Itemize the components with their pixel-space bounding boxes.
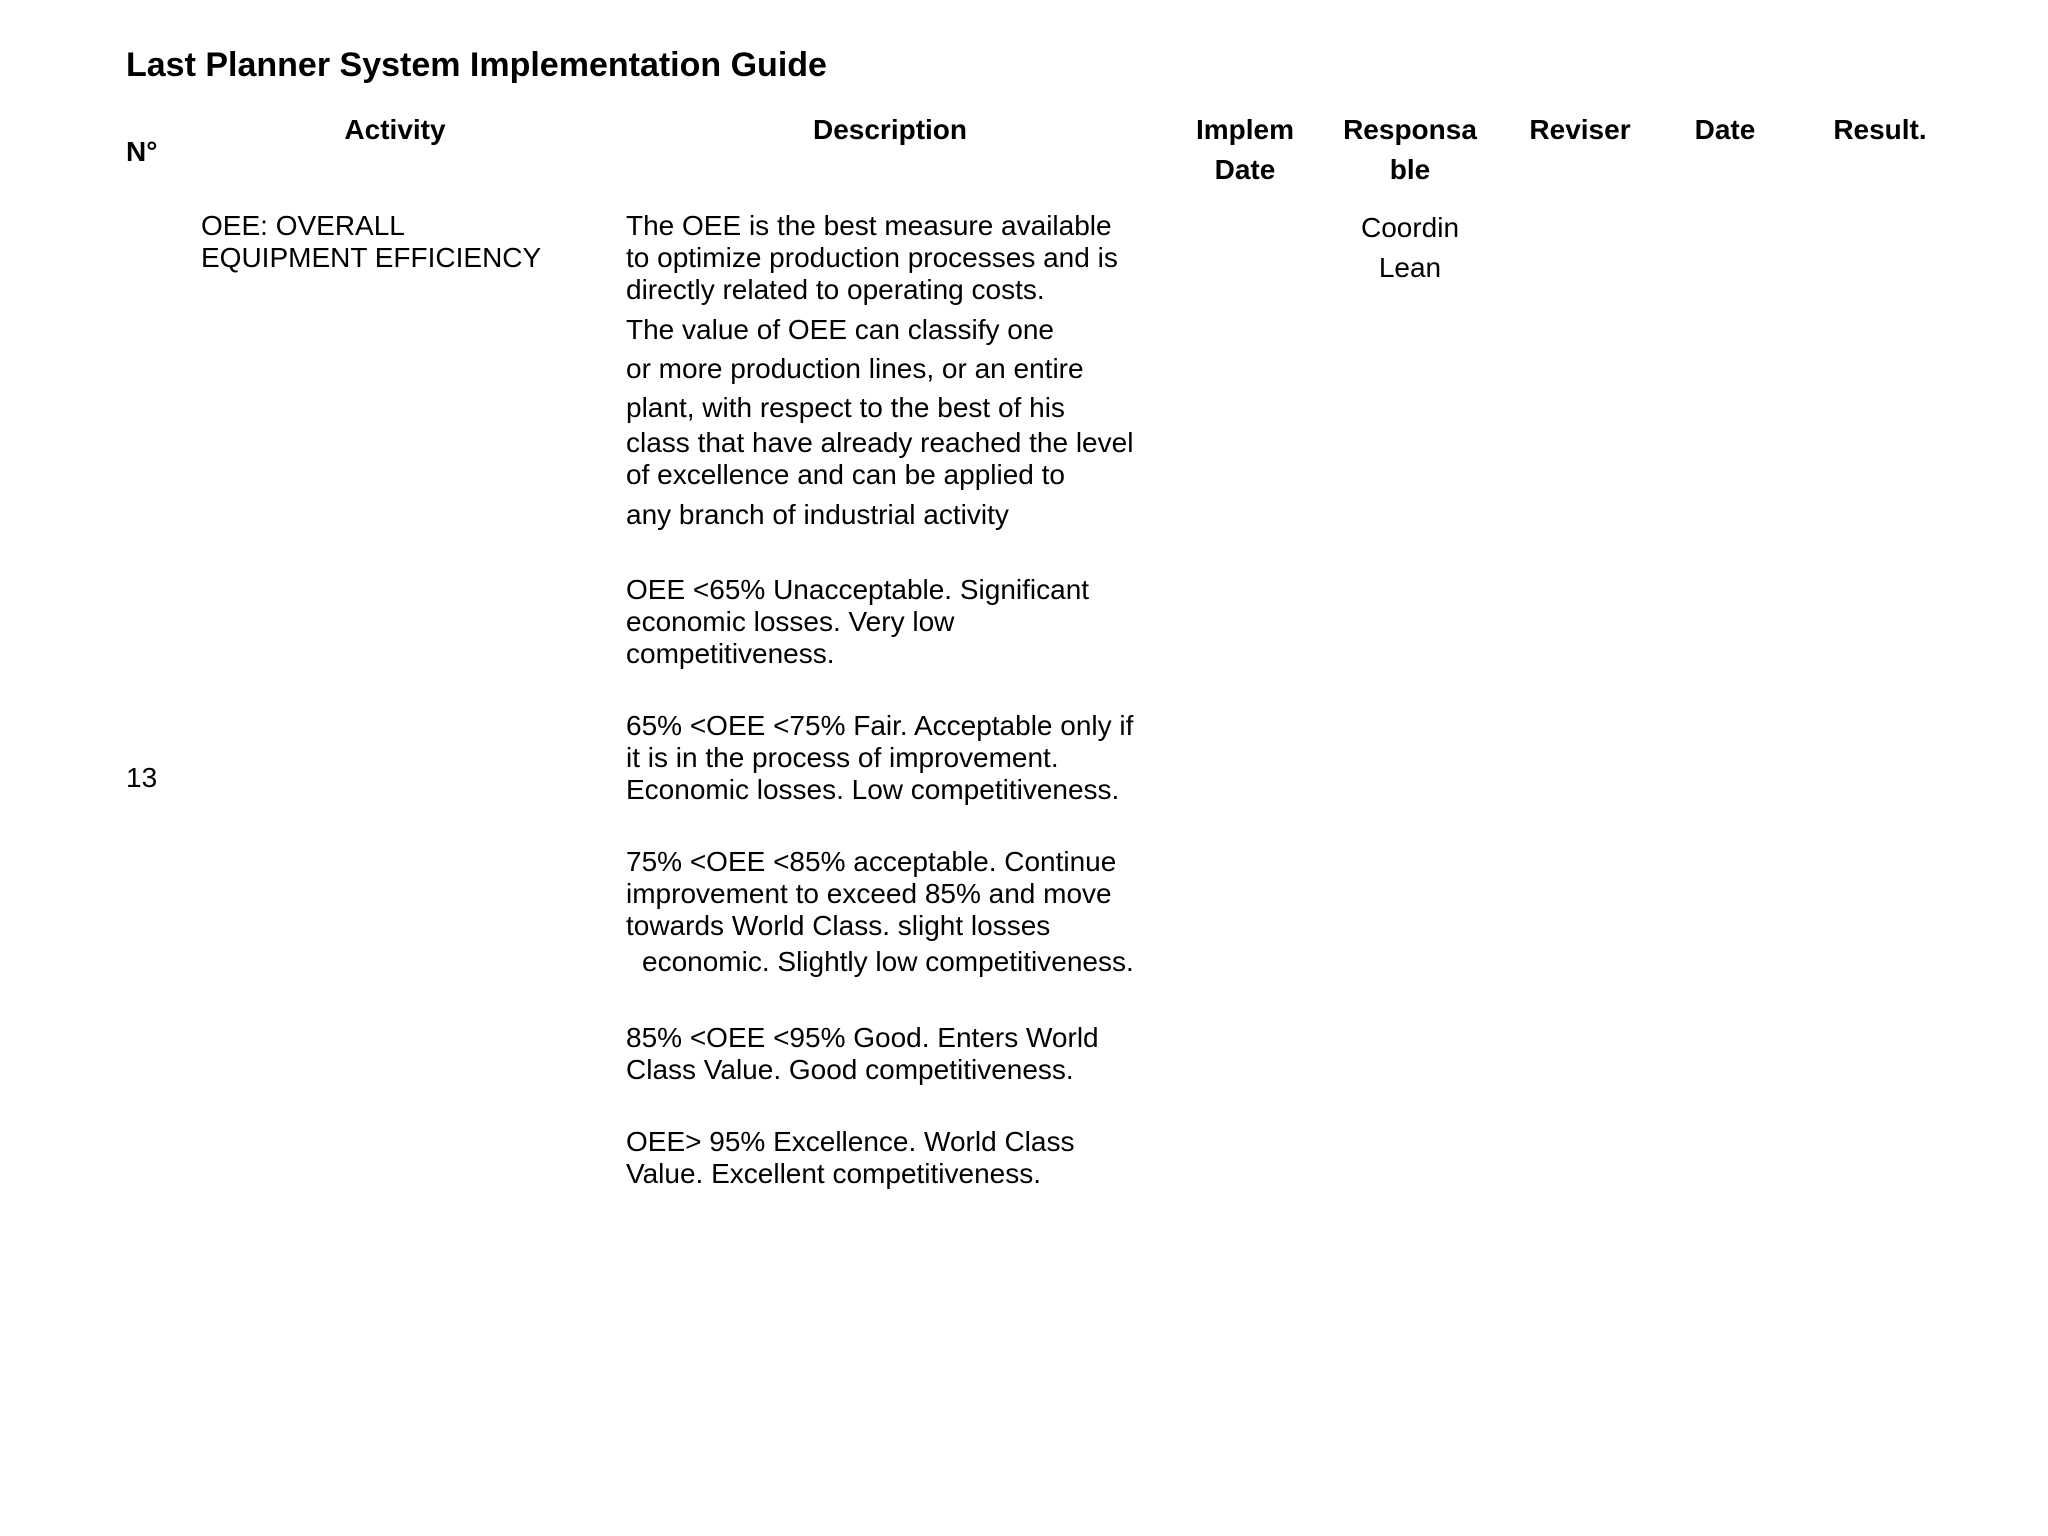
description-line: or more production lines, or an entire (626, 353, 1084, 384)
oee-level-unacceptable (626, 574, 1186, 670)
activity-line-2: EQUIPMENT EFFICIENCY (201, 242, 542, 273)
header-description: Description (812, 114, 968, 145)
description-line: Class Value. Good competitiveness. (626, 1054, 1074, 1085)
header-implem-date-line-2: Date (1214, 154, 1276, 185)
description-line: 85% <OEE <95% Good. Enters World (626, 1022, 1099, 1053)
description-line: OEE <65% Unacceptable. Significant (626, 574, 1090, 605)
oee-level-excellence (626, 1126, 1186, 1190)
description-line: economic. Slightly low competitiveness. (642, 946, 1134, 977)
header-implem-date-line-1: Implem (1195, 114, 1295, 145)
responsible-line-1: Coordin (1360, 212, 1460, 243)
description-cell (626, 210, 1186, 1190)
description-line: it is in the process of improvement. (626, 742, 1059, 773)
description-line: 65% <OEE <75% Fair. Acceptable only if (626, 710, 1134, 741)
description-line: Economic losses. Low competitiveness. (626, 774, 1120, 805)
description-line: any branch of industrial activity (626, 499, 1009, 530)
description-line: class that have already reached the level (626, 427, 1134, 458)
header-result: Result. (1833, 114, 1927, 145)
description-line: 75% <OEE <85% acceptable. Continue (626, 846, 1117, 877)
oee-level-acceptable (626, 846, 1186, 982)
oee-level-good (626, 1022, 1186, 1086)
description-line: The OEE is the best measure available (626, 210, 1112, 241)
description-intro (626, 210, 1186, 306)
row-number: 13 (126, 762, 158, 793)
description-line: of excellence and can be applied to (626, 459, 1065, 490)
header-responsible-line-2: ble (1389, 154, 1431, 185)
description-line: improvement to exceed 85% and move (626, 878, 1112, 909)
description-line: towards World Class. slight losses (626, 910, 1051, 941)
description-line: Value. Excellent competitiveness. (626, 1158, 1042, 1189)
description-line: to optimize production processes and is (626, 242, 1118, 273)
description-line: The value of OEE can classify one (626, 314, 1054, 345)
header-responsible (1330, 110, 1490, 190)
activity-line-1: OEE: OVERALL (201, 210, 405, 241)
responsible-line-2: Lean (1378, 252, 1442, 283)
header-reviser: Reviser (1529, 114, 1631, 145)
header-number: N° (126, 136, 158, 167)
description-intro-cont (626, 495, 1186, 534)
description-line: directly related to operating costs. (626, 274, 1045, 305)
oee-level-fair (626, 710, 1186, 806)
description-line: economic losses. Very low (626, 606, 955, 637)
header-responsible-line-1: Responsa (1343, 114, 1477, 145)
description-line: plant, with respect to the best of his (626, 392, 1065, 423)
document-title: Last Planner System Implementation Guide (126, 46, 827, 84)
description-intro-cont (626, 310, 1186, 427)
header-date: Date (1694, 114, 1756, 145)
description-intro-cont (626, 427, 1186, 491)
header-implem-date (1170, 110, 1320, 190)
header-activity: Activity (344, 114, 446, 145)
description-line: competitiveness. (626, 638, 835, 669)
description-line: OEE> 95% Excellence. World Class (626, 1126, 1075, 1157)
activity-cell (201, 210, 541, 274)
responsible-cell (1330, 208, 1490, 288)
